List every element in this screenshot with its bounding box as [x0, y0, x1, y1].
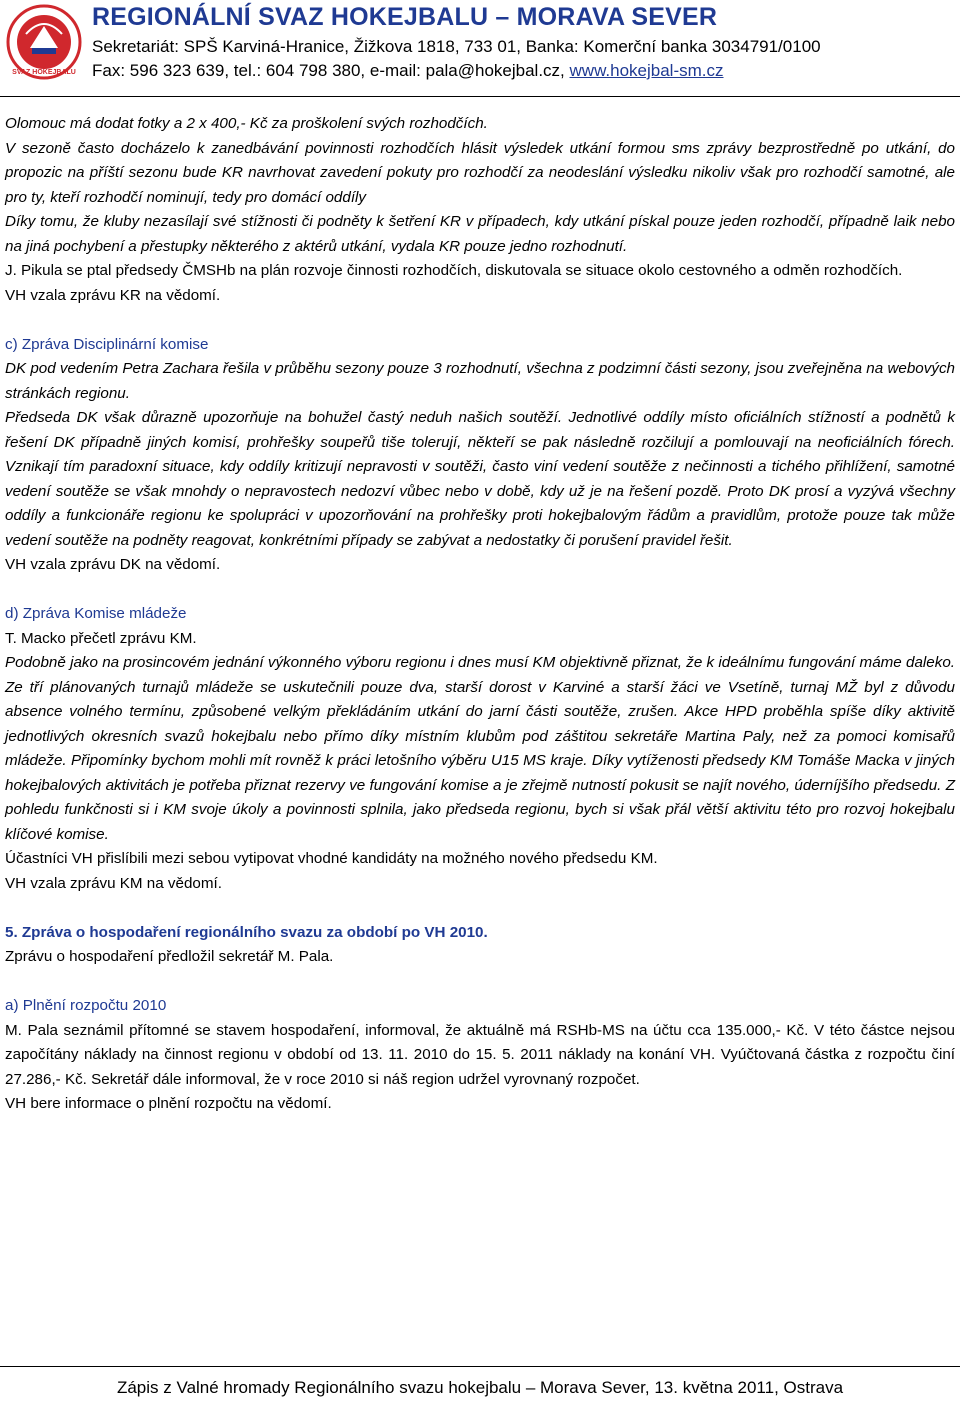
paragraph-finance-presented: Zprávu o hospodaření předložil sekretář M. Pala. [5, 948, 334, 965]
header-divider [0, 96, 960, 97]
paragraph-olomouc: Olomouc má dodat fotky a 2 x 400,- Kč za proškolení svých rozhodčích. [5, 115, 488, 132]
paragraph-macko: T. Macko přečetl zprávu KM. [5, 629, 197, 647]
website-link[interactable]: www.hokejbal-sm.cz [569, 61, 724, 80]
contact-text: Fax: 596 323 639, tel.: 604 798 380, e-mail: pala@hokejbal.cz, [92, 61, 570, 80]
paragraph-km-acknowledged: VH vzala zprávu KM na vědomí. [5, 874, 222, 892]
paragraph-candidates: Účastníci VH přislíbili mezi sebou vytipovat vhodné kandidáty na možného nového předsedu KM. [5, 850, 658, 867]
paragraph-pikula: J. Pikula se ptal předsedy ČMSHb na plán rozvoje činnosti rozhodčích, diskutovala se situace okolo cestovného a odměn rozhodčích. [5, 262, 903, 279]
heading-finance: 5. Zpráva o hospodaření regionálního svazu za období po VH 2010. [5, 923, 488, 941]
heading-youth: d) Zpráva Komise mládeže [5, 605, 187, 622]
paragraph-dk-warning: Předseda DK však důrazně upozorňuje na bohužel častý neduh našich soutěží. Jednotlivé oddíly místo oficiálních stížností a podnětů k řešení DK případně jiných komisí, prohřešky soupeřů tiše tolerují, někteří se pak následně rozčilují a pomlouvají na neoficiálních fórech. Vznikají tím paradoxní situace, kdy oddíly kritizují nepravosti v soutěži, často viní vedení soutěže z nečinnosti a tichého přihlížení, samotné vedení soutěže se však mnohdy o nepravostech nedozví vůbec nebo v době, kdy už je na řešení pozdě. Proto DK prosí a vyzývá všechny oddíly a funkcionáře regionu ke spolupráci v upozorňování na prohřešky proti hokejbalovým řádům a pravidlům, protože pouze tak může vedení soutěže na podněty reagovat, konkrétními případy se zabývat a nedostatky či porušení pravidel řešit. [5, 409, 955, 549]
paragraph-dk-decisions: DK pod vedením Petra Zachara řešila v průběhu sezony pouze 3 rozhodnutí, všechna z podzimní části sezony, jsou zveřejněna na webových stránkách regionu. [5, 360, 955, 402]
heading-disciplinary: c) Zpráva Disciplinární komise [5, 335, 209, 353]
paragraph-youth-report: Podobně jako na prosincovém jednání výkonného výboru regionu i dnes musí KM objektivně přiznat, že k ideálnímu fungování máme daleko. Ze tří plánovaných turnajů mládeže se uskutečnili pouze dva, starší dorost v Karviné a starší žáci ve Vsetíně, turnaj MŽ byl z důvodu absence volného termínu, způsobené velkým překládáním utkání do jarní části soutěže, zrušen. Akce HPD proběhla spíše díky aktivitě jednotlivých okresních svazů hokejbalu nebo přímo díky místním klubům pod záštitou sekretáře Martina Paly, než za pomoci komisařů mládeže. Připomínky bychom mohli mít rovněž k práci letošního výběru U15 MS kraje. Díky vytíženosti předsedy KM Tomáše Macka v jiných hokejbalových aktivitách je potřeba přiznat rezervy ve fungování komise a je zřejmě nutností pokusit se najít nového, úderníjšího předsedu. Z pohledu funkčnosti si i KM svoje úkoly a povinnosti splnila, jako předseda regionu, bych si však přál větší aktivitu této pro rozvoj hokejbalu klíčové komise. [5, 654, 955, 843]
paragraph-budget-acknowledged: VH bere informace o plnění rozpočtu na vědomí. [5, 1095, 332, 1112]
paragraph-kr-acknowledged: VH vzala zprávu KR na vědomí. [5, 286, 221, 304]
footer-divider [0, 1366, 960, 1367]
svaz-hokejbalu-logo [6, 4, 82, 80]
heading-budget: a) Plnění rozpočtu 2010 [5, 997, 167, 1014]
secretariat-line: Sekretariát: SPŠ Karviná-Hranice, Žižkova 1818, 733 01, Banka: Komerční banka 3034791/0100 [92, 37, 821, 56]
paragraph-complaints: Díky tomu, že kluby nezasílají své stížnosti či podněty k šetření KR v případech, kdy utkání pískal pouze jeden rozhodčí, případně laik nebo na jiná pochybení a přestupky některého z aktérů utkání, vydala KR pouze jedno rozhodnutí. [5, 213, 955, 255]
svg-text:SVAZ HOKEJBALU: SVAZ HOKEJBALU [12, 69, 76, 76]
paragraph-dk-acknowledged: VH vzala zprávu DK na vědomí. [5, 556, 221, 573]
organization-title: REGIONÁLNÍ SVAZ HOKEJBALU – MORAVA SEVER [92, 3, 718, 31]
document-body [5, 112, 955, 1117]
letterhead [0, 0, 960, 100]
page-footer: Zápis z Valné hromady Regionálního svazu hokejbalu – Morava Sever, 13. května 2011, Ostrava [116, 1378, 844, 1397]
contact-line [92, 61, 724, 81]
paragraph-sms-reporting: V sezoně často docházelo k zanedbávání povinnosti rozhodčích hlásit výsledek utkání formou sms zprávy bezprostředně po utkání, do propozic na příští sezonu bude KR navrhovat zavedení pokuty pro rozhodčí za neodeslání výsledku nikoliv však pro rozhodčí samotné, ale pro ty, kteří rozhodčí nominují, tedy pro domácí oddíly [5, 139, 955, 206]
paragraph-budget: M. Pala seznámil přítomné se stavem hospodaření, informoval, že aktuálně má RSHb-MS na účtu cca 135.000,- Kč. V této částce nejsou započítány náklady na činnost regionu v období od 13. 11. 2010 do 15. 5. 2011 náklady na konání VH. Vyúčtovaná částka z rozpočtu činí 27.286,- Kč. Sekretář dále informoval, že v roce 2010 si náš region udržel vyrovnaný rozpočet. [5, 1021, 955, 1088]
